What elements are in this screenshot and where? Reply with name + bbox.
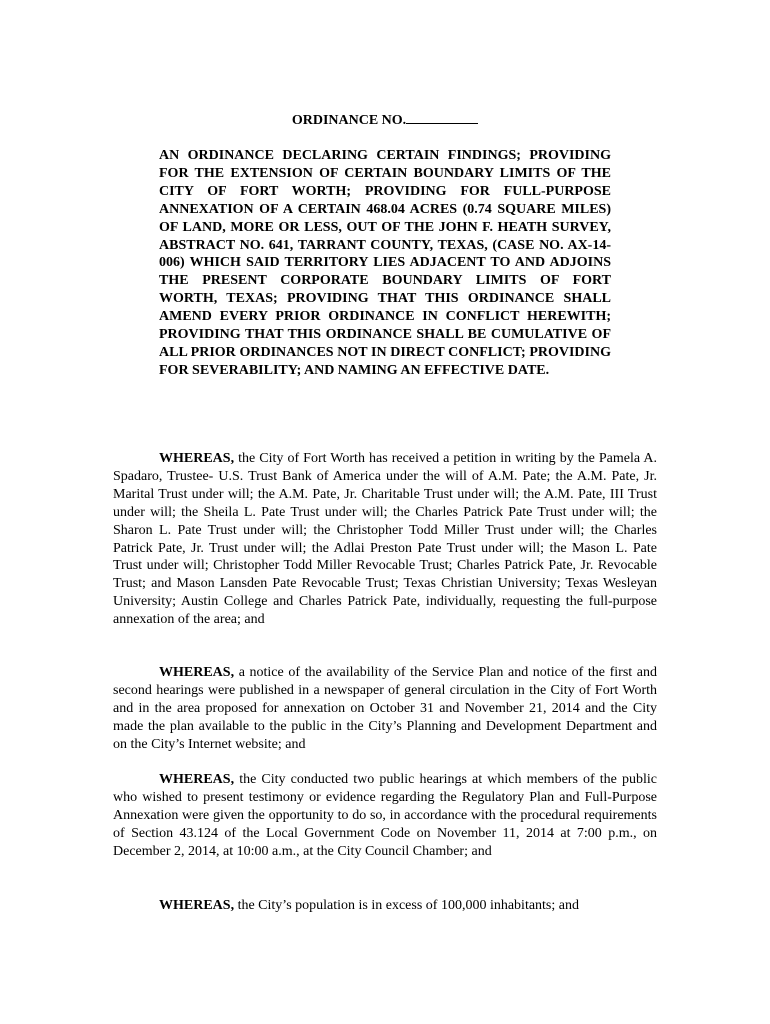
whereas-lead: WHEREAS, xyxy=(159,772,235,787)
whereas-text: the City of Fort Worth has received a petition in writing by the Pamela A. Spadaro, Trustee- U.S. Trust Bank of America under the will of A.M. Pate; the A.M. Pate, Jr. Marital Trust under will; the A.M. Pate, Jr. Charitable Trust under will; the A.M. Pate, III Trust under will; the Sheila L. Pate Trust under will; the Charles Patrick Pate Trust under will; the Sharon L. Pate Trust under will; the Christopher Todd Miller Trust under will; the Charles Patrick Pate, Jr. Trust under will; the Adlai Preston Pate Trust under will; the Mason L. Pate Trust under will; Christopher Todd Miller Revocable Trust; Charles Patrick Pate, Jr. Revocable Trust; and Mason Lansden Pate Revocable Trust; Texas Christian University; Texas Wesleyan University; Austin College and Charles Patrick Pate, individually, requesting the full-purpose annexation of the area; and xyxy=(113,451,657,628)
whereas-lead: WHEREAS, xyxy=(159,665,235,680)
whereas-text: the City conducted two public hearings at which members of the public who wished to present testimony or evidence regarding the Regulatory Plan and Full-Purpose Annexation were given the opportunity to do so, in accordance with the procedural requirements of Section 43.124 of the Local Government Code on November 11, 2014 at 7:00 p.m., on December 2, 2014, at 10:00 a.m., at the City Council Chamber; and xyxy=(113,772,657,859)
ordinance-title xyxy=(0,111,770,130)
whereas-paragraph-1 xyxy=(113,450,657,629)
whereas-paragraph-3 xyxy=(113,771,657,861)
whereas-paragraph-4 xyxy=(113,897,657,915)
whereas-text: the City’s population is in excess of 100,000 inhabitants; and xyxy=(234,898,579,913)
whereas-text: a notice of the availability of the Service Plan and notice of the first and second hearings were published in a newspaper of general circulation in the City of Fort Worth and in the area proposed for annexation on October 31 and November 21, 2014 and the City made the plan available to the public in the City’s Planning and Development Department and on the City’s Internet website; and xyxy=(113,665,657,752)
ordinance-caption: AN ORDINANCE DECLARING CERTAIN FINDINGS; PROVIDING FOR THE EXTENSION OF CERTAIN BOUNDARY LIMITS OF THE CITY OF FORT WORTH; PROVIDING FOR FULL-PURPOSE ANNEXATION OF A CERTAIN 468.04 ACRES (0.74 SQUARE MILES) OF LAND, MORE OR LESS, OUT OF THE JOHN F. HEATH SURVEY, ABSTRACT NO. 641, TARRANT COUNTY, TEXAS, (CASE NO. AX-14-006) WHICH SAID TERRITORY LIES ADJACENT TO AND ADJOINS THE PRESENT CORPORATE BOUNDARY LIMITS OF FORT WORTH, TEXAS; PROVIDING THAT THIS ORDINANCE SHALL AMEND EVERY PRIOR ORDINANCE IN CONFLICT HEREWITH; PROVIDING THAT THIS ORDINANCE SHALL BE CUMULATIVE OF ALL PRIOR ORDINANCES NOT IN DIRECT CONFLICT; PROVIDING FOR SEVERABILITY; AND NAMING AN EFFECTIVE DATE. xyxy=(159,148,611,378)
whereas-lead: WHEREAS, xyxy=(159,898,235,913)
whereas-paragraph-2 xyxy=(113,664,657,754)
whereas-lead: WHEREAS, xyxy=(159,451,235,466)
ordinance-number-blank xyxy=(406,111,478,124)
ordinance-title-text: ORDINANCE NO. xyxy=(291,113,407,128)
